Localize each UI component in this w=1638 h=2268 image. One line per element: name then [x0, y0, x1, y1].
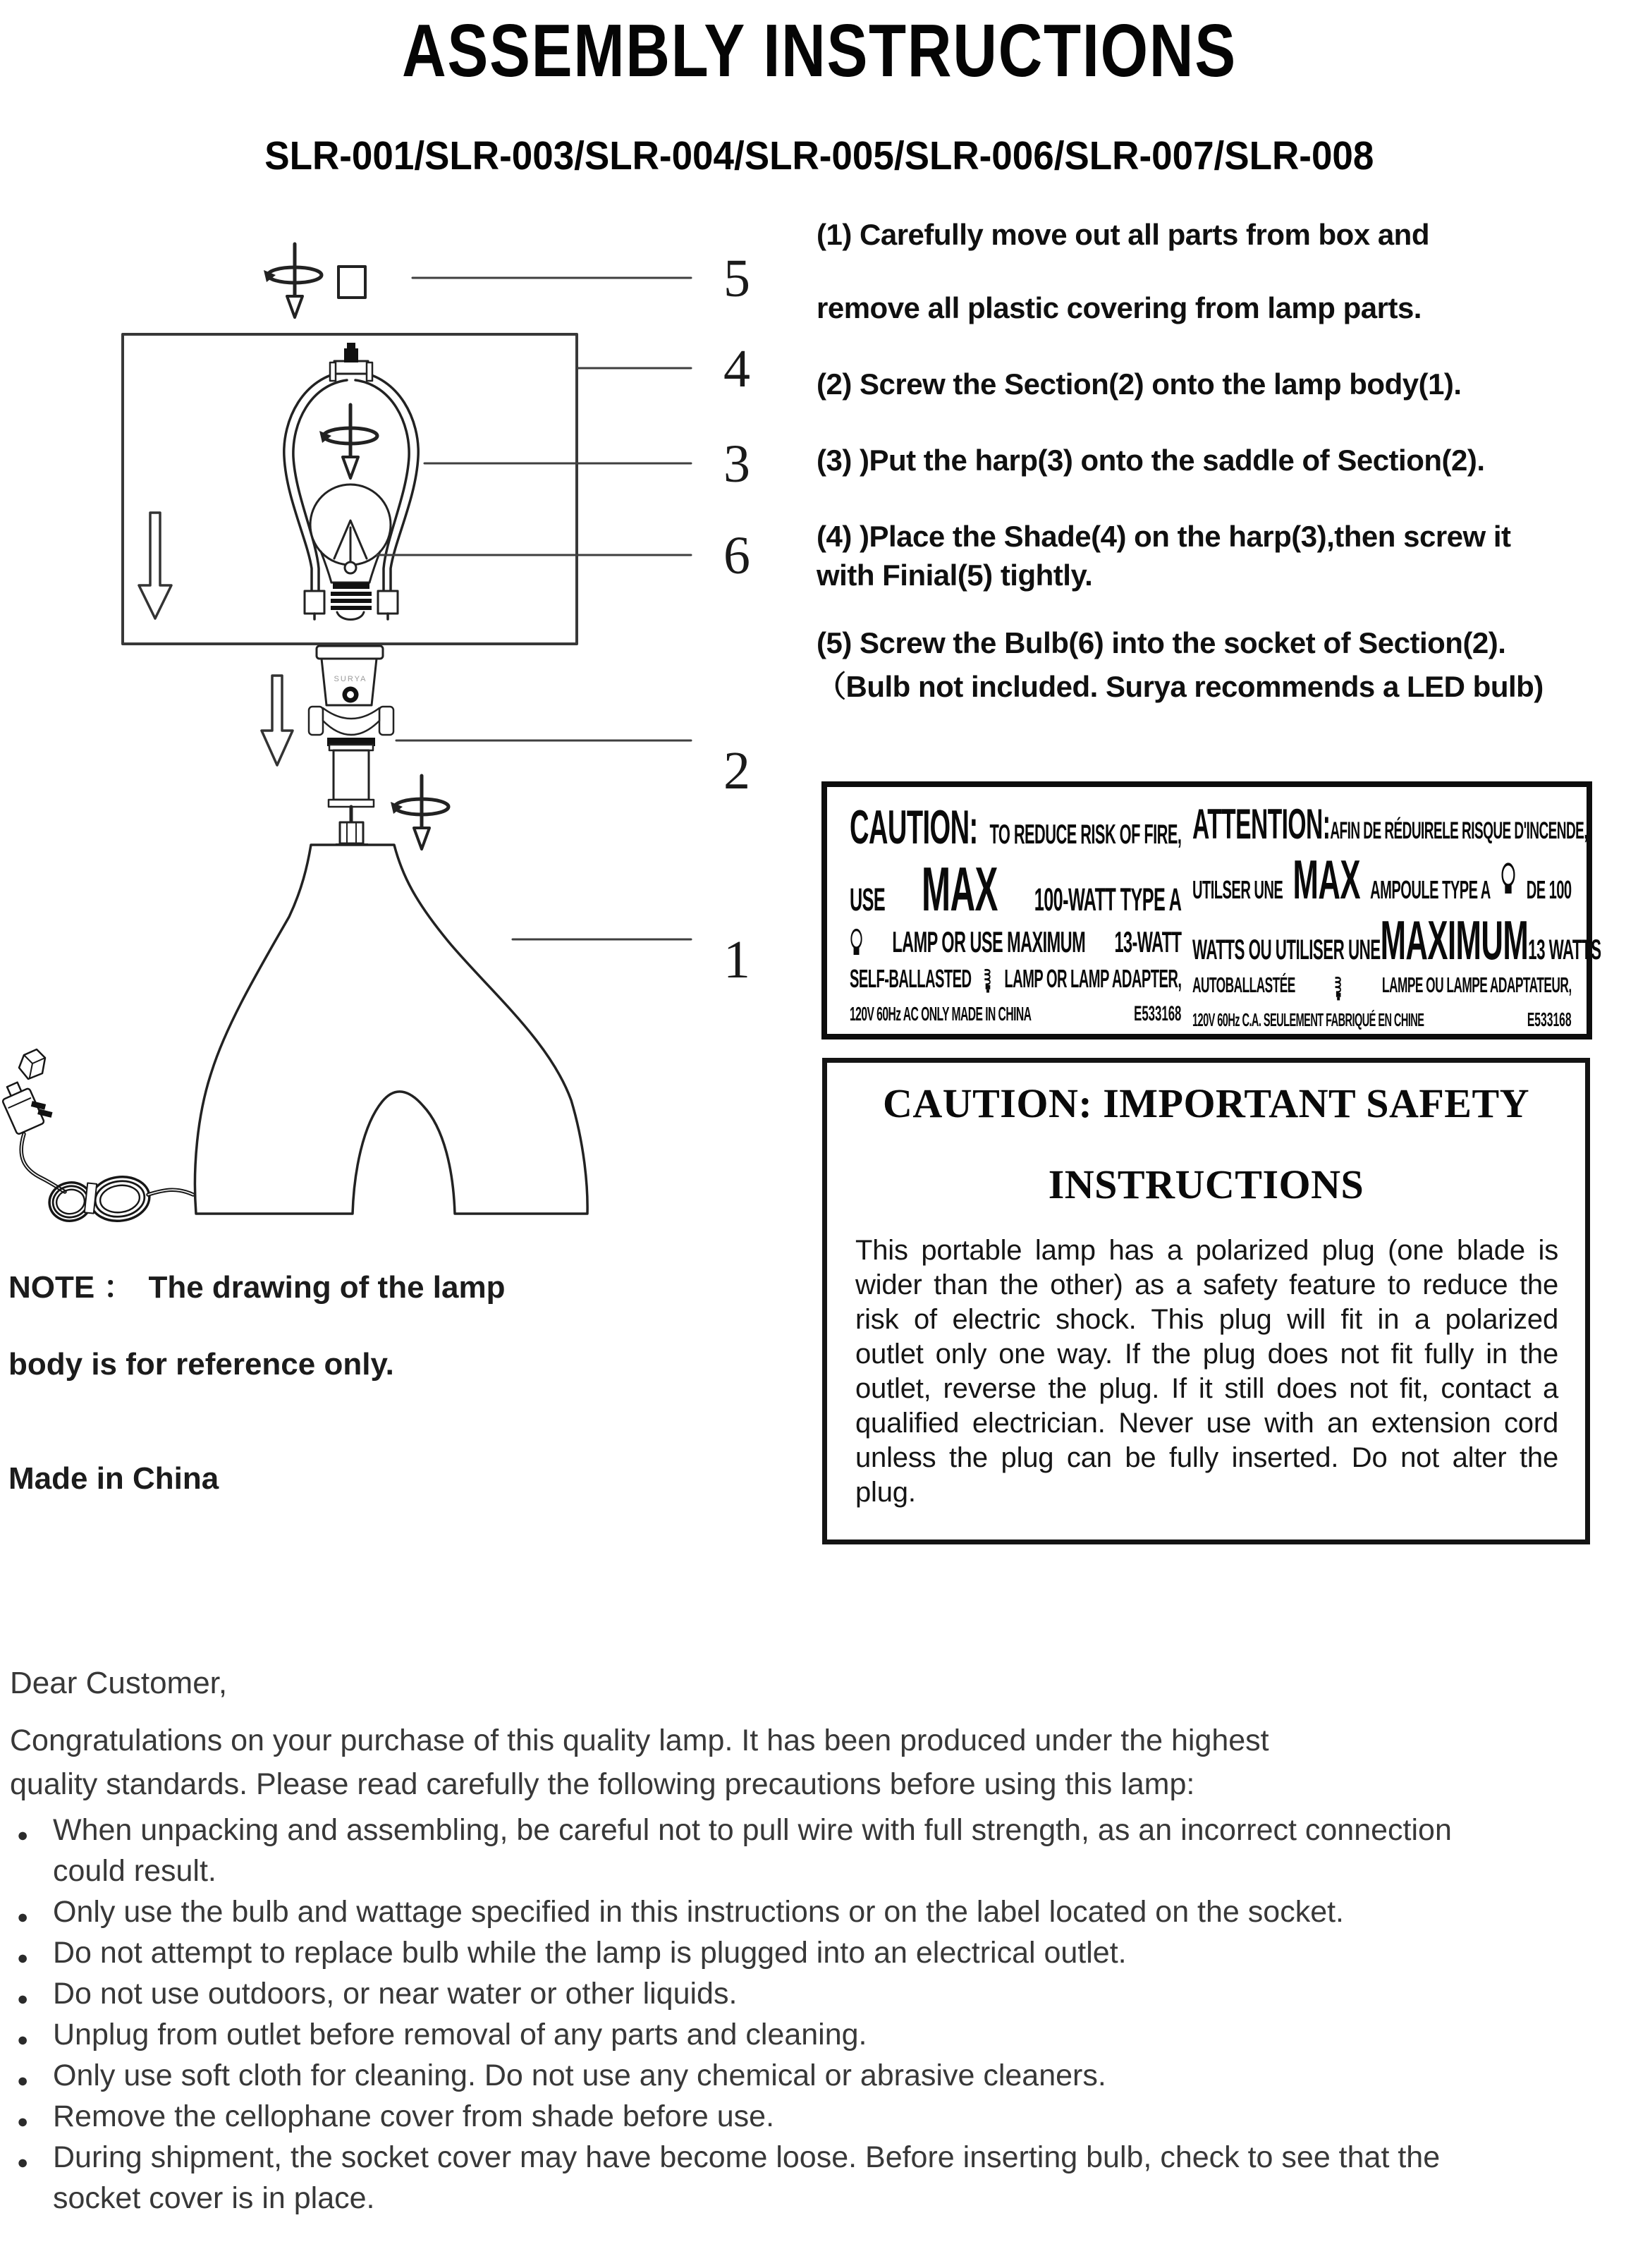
screw-rotation-icon [391, 776, 448, 849]
part-number-1: 1 [723, 930, 750, 989]
power-cord [0, 1049, 193, 1225]
caution-wattage-label [821, 781, 1601, 1040]
safety-title-line-1: CAUTION: IMPORTANT SAFETY [882, 1080, 1530, 1126]
down-arrow-icon [262, 676, 293, 765]
incandescent-bulb-icon [850, 927, 863, 958]
note-label: NOTE ： [8, 1270, 135, 1305]
down-arrow-icon [139, 513, 171, 618]
page-title-text: ASSEMBLY INSTRUCTIONS [401, 9, 1237, 92]
step-1-line-2: remove all plastic covering from lamp parts. [817, 291, 1422, 324]
incandescent-bulb-icon [1501, 862, 1516, 897]
bullet-icon: ● [17, 1947, 29, 1968]
step-5-line-1: (5) Screw the Bulb(6) into the socket of Section(2). [817, 626, 1506, 659]
made-in-china: Made in China [8, 1461, 219, 1496]
part-number-3: 3 [723, 434, 750, 494]
step-1-line-1: (1) Carefully move out all parts from box and [817, 218, 1429, 251]
socket-brand-text: SURYA [334, 675, 367, 683]
bullet-icon: ● [17, 2111, 29, 2132]
step-5-line-2: （Bulb not included. Surya recommends a LED bulb) [817, 670, 1544, 703]
step-2: (2) Screw the Section(2) onto the lamp body(1). [817, 367, 1462, 401]
list-item: ● Remove the cellophane cover from shade before use. [10, 2096, 1505, 2137]
step-4-line-1: (4) )Place the Shade(4) on the harp(3),then screw it [817, 520, 1511, 553]
step-4-line-2: with Finial(5) tightly. [817, 559, 1093, 592]
part-number-6: 6 [723, 526, 750, 585]
finial [338, 267, 365, 298]
list-item: ● When unpacking and assembling, be careful not to pull wire with full strength, as an incorrect connection could result. [17, 1813, 1452, 1888]
harp [284, 343, 418, 619]
bullet-icon: ● [17, 1988, 29, 2009]
cfl-bulb-icon [983, 966, 994, 996]
customer-greeting: Dear Customer, [10, 1666, 228, 1700]
safety-body-text: This portable lamp has a polarized plug (one blade is wider than the other) as a safety feature to reduce the risk of electric shock. This plug will fit in a polarized outlet only one way. If the plug does not fit fully in the outlet, reverse the plug. If it still does not fit, contact a qualified electrician. Never use with an extension cord unless the plug can be fully inserted. Do not alter the plug. [855, 1235, 1558, 1508]
note-text-1: The drawing of the lamp [148, 1270, 506, 1305]
list-item: ● Do not attempt to replace bulb while the lamp is plugged into an electrical outlet. [10, 1932, 1505, 1973]
bullet-icon: ● [17, 2070, 29, 2091]
cfl-bulb-icon [1333, 975, 1344, 1003]
bullet-icon: ● [17, 2029, 29, 2050]
step-3: (3) )Put the harp(3) onto the saddle of Section(2). [817, 444, 1485, 477]
bullet-icon: ● [17, 1824, 29, 1846]
safety-instructions-box [822, 1058, 1590, 1544]
note-line-1 [8, 1262, 505, 1307]
note-line-2: body is for reference only. [8, 1347, 394, 1382]
bullet-icon: ● [17, 1906, 29, 1927]
cord-coil [46, 1173, 152, 1224]
model-numbers-text: SLR-001/SLR-003/SLR-004/SLR-005/SLR-006/SLR-007/SLR-008 [264, 133, 1374, 178]
part-number-2: 2 [723, 741, 750, 800]
attention-word: ATTENTION: [1192, 800, 1331, 848]
screw-rotation-icon [264, 244, 322, 317]
caution-label-french: ATTENTION: AFIN DE RÉDUIRELE RISQUE D'INCENDE, UTILSER UNE MAX AMPOULE TYPE A DE 100 WATTS OU UTILISER UNE MAXIMUM 13 WATTS AUTOBALLASTÉE LAMPE OU LAMPE ADAPTATEUR, 120V 60Hz C.A. SEULEMENT FABRIQUÉ EN CHINE E533168 [1192, 800, 1601, 1030]
customer-intro-line-2: quality standards. Please read carefully the following precautions before using this lamp: [10, 1767, 1195, 1801]
lamp-assembly-diagram [0, 0, 818, 1269]
part-number-5: 5 [723, 249, 750, 308]
list-item: ● Do not use outdoors, or near water or other liquids. [10, 1973, 1505, 2014]
precaution-list [10, 1810, 1505, 2219]
ul-file-number: E533168 [1527, 1008, 1572, 1030]
screw-rotation-icon [319, 405, 377, 478]
customer-intro-line-1: Congratulations on your purchase of this quality lamp. It has been produced under the highest [10, 1724, 1269, 1757]
lamp-body [195, 845, 587, 1214]
list-item: ● Unplug from outlet before removal of any parts and cleaning. [10, 2014, 1505, 2055]
caution-word: CAUTION: [850, 800, 978, 854]
list-item: ● Only use the bulb and wattage specified in this instructions or on the label located on the socket. [10, 1891, 1505, 1932]
plug [0, 1074, 55, 1135]
list-item: ● Only use soft cloth for cleaning. Do not use any chemical or abrasive cleaners. [10, 2055, 1505, 2096]
bullet-icon: ● [17, 2152, 29, 2173]
list-item: ● During shipment, the socket cover may have become loose. Before inserting bulb, check to see that the socket cover is in place. [17, 2140, 1441, 2215]
ul-file-number: E533168 [1134, 1001, 1182, 1025]
safety-title-line-2: INSTRUCTIONS [1048, 1162, 1364, 1207]
part-number-4: 4 [723, 339, 750, 398]
caution-label-english: CAUTION: TO REDUCE RISK OF FIRE, USE MAX 100-WATT TYPE A LAMP OR USE MAXIMUM 13-WATT SELF-BALLASTED LAMP OR LAMP ADAPTER, 120V 60Hz AC ONLY MADE IN CHINA E533168 [850, 800, 1182, 1025]
